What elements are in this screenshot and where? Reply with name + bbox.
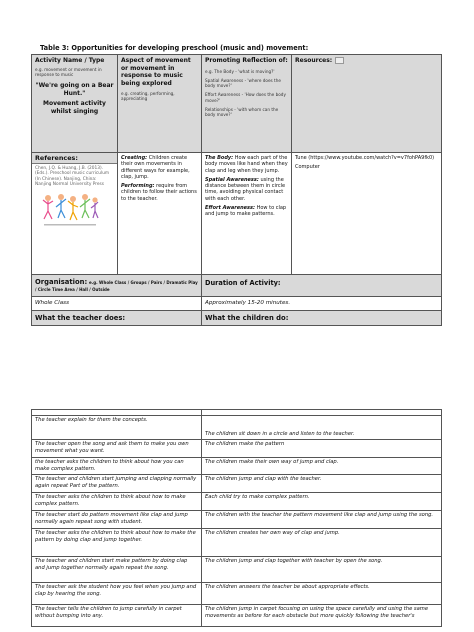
table-row: [32, 529, 442, 557]
children-step: The children with the teacher the pattern movement like clap and jump using the song.: [202, 511, 442, 529]
children-step: The children jump and clap with the teacher.: [202, 475, 442, 493]
reflection-spatial-prompt: Spatial Awareness - 'where does the body move?': [205, 77, 281, 88]
placeholder-icon: [335, 57, 344, 64]
dancing-children-illustration: [40, 189, 100, 229]
table-row: [32, 475, 442, 493]
activity-example: e.g. movement or movement in response to music: [35, 66, 102, 77]
children-step: The children answers the teacher be about appropriate effects.: [202, 583, 442, 605]
activity-name: "We're going on a Bear Hunt.": [35, 82, 114, 97]
table-row: [32, 583, 442, 605]
duration-value: Approximately 15-20 minutes.: [202, 297, 442, 311]
duration-header-cell: [202, 275, 442, 297]
references-cell: [32, 153, 118, 275]
spatial-text: using the distance between them in circle time, avoiding physical contact with each other.: [205, 176, 286, 202]
children-step: The children creates her own way of clap and jump.: [202, 529, 442, 557]
header-row: [32, 55, 442, 153]
table-row: [32, 557, 442, 583]
reflection-body-prompt: e.g. The Body - 'what is moving?': [205, 68, 275, 74]
children-step: The children jump in carpet focusing on using the space carefully and using the same movements as before for each obstacle but more quickly following the teacher's: [202, 605, 442, 627]
creating-text: Children create their own movements in different ways for example, clap, jump.: [121, 155, 190, 180]
activity-subtitle: Movement activity whilst singing: [43, 100, 106, 115]
reflection-effort-prompt: Effort Awareness - 'How does the body move?': [205, 92, 286, 103]
teacher-step: The teacher and children start make pattern by doing clap and jump together normally again repeat the song.: [32, 557, 202, 583]
creating-label: Creating:: [121, 155, 148, 161]
reflection-cell: [202, 153, 292, 275]
teacher-column-header: What the teacher does:: [32, 311, 202, 326]
effort-text: How to clap and jump to make patterns.: [205, 204, 287, 217]
teacher-step: The teacher tells the children to jump carefully in carpet without bumping into any.: [32, 605, 202, 627]
children-column-header: What the children do:: [202, 311, 442, 326]
table-row: [32, 458, 442, 475]
performing-text: require from children to follow their actions to the teacher.: [121, 183, 197, 202]
organisation-header-cell: [32, 275, 202, 297]
teacher-step: the teacher asks the children to think about how you can make complex pattern.: [32, 458, 202, 475]
table-row: [32, 511, 442, 529]
children-step: The children sit down in a circle and listen to the teacher.: [202, 416, 442, 440]
teacher-step: The teacher ask the student how you feel when you jump and clap by hearing the song.: [32, 583, 202, 605]
content-row: [32, 153, 442, 275]
teacher-step: The teacher open the song and ask them to make you own movement what you want.: [32, 440, 202, 458]
resources-title: Resources:: [295, 57, 333, 64]
references-title: References:: [32, 153, 117, 164]
reflection-header-cell: [202, 55, 292, 153]
reflection-relationships-prompt: Relationships - 'with whom can the body move?': [205, 106, 279, 117]
planning-table: [31, 54, 442, 326]
organisation-value-row: [32, 297, 442, 311]
aspect-example: e.g. creating, performing, appreciating: [121, 91, 175, 102]
children-step: Each child try to make complex pattern.: [202, 493, 442, 511]
aspect-title: Aspect of movement or movement in response to music being explored: [121, 57, 191, 87]
resources-cell: [292, 153, 442, 275]
body-text: How each part of the body moves like hand when they clap and leg when they jump.: [205, 155, 288, 174]
reflection-title: Promoting Reflection of:: [205, 57, 288, 64]
table-row: [32, 493, 442, 511]
performing-label: Performing:: [121, 183, 155, 189]
organisation-header-row: [32, 275, 442, 297]
teacher-step: The teacher and children start jumping and clapping normally again repeat Part of the pattern.: [32, 475, 202, 493]
body-label: The Body:: [205, 155, 234, 161]
tune-link[interactable]: Tune (https://www.youtube.com/watch?v=v7fohPA9fk0): [295, 155, 435, 161]
children-step: The children jump and clap together with teacher by open the song.: [202, 557, 442, 583]
duration-label: Duration of Activity:: [205, 279, 281, 287]
references-citation: Chen, J.Q. & Huang, J.B. (2013). (Eds.). Preschool music curriculum (In Chinese). Nanjing, China: Nanjing Normal University Press: [35, 166, 110, 188]
teacher-step: The teacher start do pattern movement like clap and jump normally again repeat song with student.: [32, 511, 202, 529]
organisation-options: e.g. Whole Class / Groups / Pairs / Dramatic Play / Circle Time Area / Hall / Outside: [35, 280, 198, 293]
computer-item: Computer: [295, 164, 320, 171]
children-step: The children make their own way of jump and clap.: [202, 458, 442, 475]
spatial-label: Spatial Awareness:: [205, 176, 259, 183]
table-row: [32, 416, 442, 440]
table-caption: Table 3: Opportunities for developing preschool (music and) movement:: [40, 44, 309, 52]
teacher-step: The teacher asks the children to think about how to make complex pattern.: [32, 493, 202, 511]
teacher-step: The teacher asks the children to think about how to make the pattern by doing clap and jump together.: [32, 529, 202, 557]
columns-header-row: [32, 311, 442, 326]
effort-label: Effort Awareness:: [205, 204, 256, 211]
children-step: The children make the pattern: [202, 440, 442, 458]
teacher-step: The teacher explain for them the concepts.: [32, 416, 202, 440]
table-row: [32, 605, 442, 627]
aspect-cell: [118, 153, 202, 275]
organisation-value: Whole Class: [32, 297, 202, 311]
activity-header-cell: [32, 55, 118, 153]
steps-table: [31, 409, 442, 627]
organisation-label: Organisation:: [35, 278, 88, 286]
table-row: [32, 440, 442, 458]
activity-title: Activity Name / Type: [35, 57, 105, 64]
resources-header-cell: [292, 55, 442, 153]
aspect-header-cell: [118, 55, 202, 153]
